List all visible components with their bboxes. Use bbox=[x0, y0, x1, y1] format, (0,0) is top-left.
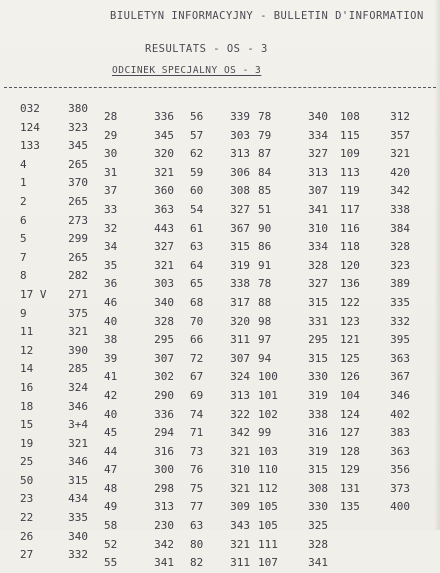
table-cell: 321 bbox=[68, 325, 88, 339]
table-cell: 315 bbox=[308, 295, 328, 309]
table-cell: 322 bbox=[230, 407, 250, 421]
table-cell: 315 bbox=[308, 351, 328, 365]
table-cell: 135 bbox=[340, 500, 360, 514]
table-cell: 328 bbox=[308, 537, 328, 551]
table-cell: 86 bbox=[258, 240, 272, 254]
table-cell: 298 bbox=[154, 481, 174, 495]
table-cell: 265 bbox=[68, 250, 88, 264]
table-cell: 50 bbox=[20, 473, 34, 487]
table-cell: 345 bbox=[68, 139, 88, 153]
table-cell: 64 bbox=[190, 258, 204, 272]
table-cell: 1 bbox=[20, 176, 27, 190]
table-cell: 400 bbox=[390, 500, 410, 514]
table-cell: 44 bbox=[104, 444, 118, 458]
table-cell: 295 bbox=[308, 333, 328, 347]
table-cell: 313 bbox=[230, 388, 250, 402]
table-cell: 104 bbox=[340, 388, 360, 402]
table-cell: 319 bbox=[308, 388, 328, 402]
table-cell: 63 bbox=[190, 240, 204, 254]
column-times-1 bbox=[58, 100, 88, 565]
table-cell: 63 bbox=[190, 519, 204, 533]
table-cell: 29 bbox=[104, 128, 118, 142]
table-cell: 127 bbox=[340, 426, 360, 440]
table-cell: 315 bbox=[308, 463, 328, 477]
table-cell: 16 bbox=[20, 380, 34, 394]
table-cell: 311 bbox=[230, 333, 250, 347]
table-cell bbox=[382, 554, 410, 573]
table-cell: 294 bbox=[154, 426, 174, 440]
table-cell: 312 bbox=[390, 110, 410, 123]
table-cell: 101 bbox=[258, 388, 278, 402]
table-cell: 40 bbox=[104, 407, 118, 421]
table-cell: 345 bbox=[154, 128, 174, 142]
table-cell: 100 bbox=[258, 370, 278, 384]
table-cell: 74 bbox=[190, 407, 204, 421]
table-cell: 342 bbox=[390, 184, 410, 198]
table-cell: 70 bbox=[190, 314, 204, 328]
table-cell: 320 bbox=[154, 147, 174, 161]
table-cell: 338 bbox=[390, 202, 410, 216]
column-times-3 bbox=[222, 108, 250, 573]
table-cell: 110 bbox=[258, 463, 278, 477]
table-cell: 11 bbox=[20, 325, 34, 339]
table-cell: 332 bbox=[68, 548, 88, 562]
table-cell: 321 bbox=[154, 258, 174, 272]
table-cell: 136 bbox=[340, 277, 360, 291]
table-cell: 341 bbox=[154, 556, 174, 570]
table-cell: 335 bbox=[68, 511, 88, 525]
table-cell: 120 bbox=[340, 258, 360, 272]
table-cell: 338 bbox=[230, 277, 250, 291]
table-cell: 9 bbox=[20, 306, 27, 320]
table-cell: 265 bbox=[68, 157, 88, 171]
table-cell: 336 bbox=[154, 110, 174, 123]
table-cell: 39 bbox=[104, 351, 118, 365]
column-start-numbers-4 bbox=[258, 108, 280, 573]
column-start-numbers-5 bbox=[340, 108, 362, 573]
table-cell: 384 bbox=[390, 221, 410, 235]
table-cell: 271 bbox=[68, 287, 88, 301]
table-cell: 8 bbox=[20, 269, 27, 283]
table-cell: 108 bbox=[340, 110, 360, 123]
table-cell: 105 bbox=[258, 519, 278, 533]
table-cell: 321 bbox=[390, 147, 410, 161]
table-cell: 342 bbox=[230, 426, 250, 440]
table-cell: 282 bbox=[68, 269, 88, 283]
table-cell: 302 bbox=[154, 370, 174, 384]
table-cell: 356 bbox=[390, 463, 410, 477]
table-cell: 26 bbox=[20, 529, 34, 543]
table-cell: 325 bbox=[308, 519, 328, 533]
table-cell: 122 bbox=[340, 295, 360, 309]
table-cell: 390 bbox=[68, 343, 88, 357]
table-cell: 78 bbox=[258, 277, 272, 291]
table-cell: 17 V bbox=[20, 287, 47, 301]
table-cell: 290 bbox=[154, 388, 174, 402]
table-cell: 389 bbox=[390, 277, 410, 291]
table-cell: 60 bbox=[190, 184, 204, 198]
table-cell: 330 bbox=[308, 370, 328, 384]
table-cell: 340 bbox=[308, 110, 328, 123]
table-cell: 360 bbox=[154, 184, 174, 198]
table-cell: 30 bbox=[104, 147, 118, 161]
table-cell: 5 bbox=[20, 232, 27, 246]
table-cell: 91 bbox=[258, 258, 272, 272]
table-cell: 119 bbox=[340, 184, 360, 198]
table-cell: 363 bbox=[390, 351, 410, 365]
table-cell: 12 bbox=[20, 343, 34, 357]
table-cell: 52 bbox=[104, 537, 118, 551]
table-cell: 316 bbox=[308, 426, 328, 440]
table-cell: 32 bbox=[104, 221, 118, 235]
table-cell: 131 bbox=[340, 481, 360, 495]
table-cell: 103 bbox=[258, 444, 278, 458]
table-cell: 311 bbox=[230, 556, 250, 570]
table-cell: 310 bbox=[308, 221, 328, 235]
column-times-4 bbox=[300, 108, 328, 573]
table-cell: 328 bbox=[154, 314, 174, 328]
table-cell bbox=[340, 517, 362, 536]
table-cell: 303 bbox=[230, 128, 250, 142]
table-cell: 61 bbox=[190, 221, 204, 235]
table-cell: 80 bbox=[190, 537, 204, 551]
column-start-numbers-2 bbox=[104, 108, 128, 573]
table-cell: 299 bbox=[68, 232, 88, 246]
table-cell: 340 bbox=[68, 529, 88, 543]
table-cell: 88 bbox=[258, 295, 272, 309]
table-cell: 443 bbox=[154, 221, 174, 235]
table-cell: 230 bbox=[154, 519, 174, 533]
table-cell: 102 bbox=[258, 407, 278, 421]
table-cell: 99 bbox=[258, 426, 272, 440]
table-cell: 346 bbox=[390, 388, 410, 402]
bulletin-title: BIULETYN INFORMACYJNY - BULLETIN D'INFORMATION bbox=[110, 10, 424, 22]
table-cell: 51 bbox=[258, 202, 272, 216]
table-cell: 327 bbox=[308, 277, 328, 291]
table-cell: 94 bbox=[258, 351, 272, 365]
table-cell: 109 bbox=[340, 147, 360, 161]
table-cell: 367 bbox=[390, 370, 410, 384]
table-cell: 357 bbox=[390, 128, 410, 142]
table-cell: 41 bbox=[104, 370, 118, 384]
column-start-numbers-3 bbox=[190, 108, 212, 573]
table-cell: 3+4 bbox=[68, 418, 88, 432]
table-cell: 285 bbox=[68, 362, 88, 376]
table-cell: 126 bbox=[340, 370, 360, 384]
table-cell: 300 bbox=[154, 463, 174, 477]
table-cell: 40 bbox=[104, 314, 118, 328]
table-cell: 323 bbox=[68, 120, 88, 134]
table-cell: 321 bbox=[230, 444, 250, 458]
table-cell: 62 bbox=[190, 147, 204, 161]
table-cell: 75 bbox=[190, 481, 204, 495]
table-cell: 73 bbox=[190, 444, 204, 458]
table-cell: 38 bbox=[104, 333, 118, 347]
table-cell: 25 bbox=[20, 455, 34, 469]
table-cell: 113 bbox=[340, 165, 360, 179]
table-cell: 58 bbox=[104, 519, 118, 533]
table-cell: 57 bbox=[190, 128, 204, 142]
table-cell: 346 bbox=[68, 455, 88, 469]
table-cell: 72 bbox=[190, 351, 204, 365]
table-cell: 111 bbox=[258, 537, 278, 551]
table-cell: 373 bbox=[390, 481, 410, 495]
table-cell: 310 bbox=[230, 463, 250, 477]
table-cell: 380 bbox=[68, 102, 88, 115]
table-cell: 76 bbox=[190, 463, 204, 477]
table-cell: 117 bbox=[340, 202, 360, 216]
table-cell: 343 bbox=[230, 519, 250, 533]
table-cell: 69 bbox=[190, 388, 204, 402]
table-cell: 118 bbox=[340, 240, 360, 254]
table-cell: 85 bbox=[258, 184, 272, 198]
table-cell: 19 bbox=[20, 436, 34, 450]
table-cell: 125 bbox=[340, 351, 360, 365]
table-cell: 27 bbox=[20, 548, 34, 562]
table-cell: 59 bbox=[190, 165, 204, 179]
table-cell: 317 bbox=[230, 295, 250, 309]
table-cell: 346 bbox=[68, 399, 88, 413]
table-cell: 68 bbox=[190, 295, 204, 309]
table-cell: 402 bbox=[390, 407, 410, 421]
table-cell: 340 bbox=[154, 295, 174, 309]
table-cell: 124 bbox=[20, 120, 40, 134]
table-cell: 328 bbox=[390, 240, 410, 254]
table-cell: 71 bbox=[190, 426, 204, 440]
table-cell: 46 bbox=[104, 295, 118, 309]
table-cell: 327 bbox=[154, 240, 174, 254]
table-cell: 22 bbox=[20, 511, 34, 525]
table-cell: 327 bbox=[230, 202, 250, 216]
table-cell: 36 bbox=[104, 277, 118, 291]
table-cell: 330 bbox=[308, 500, 328, 514]
table-cell: 032 bbox=[20, 102, 40, 115]
table-cell: 128 bbox=[340, 444, 360, 458]
table-cell: 133 bbox=[20, 139, 40, 153]
table-cell: 295 bbox=[154, 333, 174, 347]
table-cell: 124 bbox=[340, 407, 360, 421]
table-cell: 321 bbox=[154, 165, 174, 179]
table-cell: 363 bbox=[390, 444, 410, 458]
column-times-2 bbox=[146, 108, 174, 573]
table-cell: 383 bbox=[390, 426, 410, 440]
table-cell: 319 bbox=[230, 258, 250, 272]
table-cell: 121 bbox=[340, 333, 360, 347]
table-cell: 307 bbox=[154, 351, 174, 365]
table-cell: 334 bbox=[308, 128, 328, 142]
table-cell: 123 bbox=[340, 314, 360, 328]
table-cell bbox=[382, 536, 410, 555]
table-cell: 395 bbox=[390, 333, 410, 347]
table-cell: 306 bbox=[230, 165, 250, 179]
table-cell: 56 bbox=[190, 110, 204, 123]
table-cell: 35 bbox=[104, 258, 118, 272]
table-cell: 2 bbox=[20, 194, 27, 208]
table-cell: 339 bbox=[230, 110, 250, 123]
table-cell: 375 bbox=[68, 306, 88, 320]
table-cell: 45 bbox=[104, 426, 118, 440]
table-cell: 307 bbox=[230, 351, 250, 365]
table-cell: 49 bbox=[104, 500, 118, 514]
table-cell: 313 bbox=[230, 147, 250, 161]
table-cell: 327 bbox=[308, 147, 328, 161]
table-cell: 42 bbox=[104, 388, 118, 402]
table-cell: 115 bbox=[340, 128, 360, 142]
table-cell: 331 bbox=[308, 314, 328, 328]
table-cell: 116 bbox=[340, 221, 360, 235]
table-cell: 334 bbox=[308, 240, 328, 254]
table-cell: 82 bbox=[190, 556, 204, 570]
table-cell: 363 bbox=[154, 202, 174, 216]
table-cell: 273 bbox=[68, 213, 88, 227]
table-cell: 319 bbox=[308, 444, 328, 458]
table-cell: 308 bbox=[230, 184, 250, 198]
table-cell: 105 bbox=[258, 500, 278, 514]
table-cell: 97 bbox=[258, 333, 272, 347]
table-cell: 37 bbox=[104, 184, 118, 198]
table-cell: 315 bbox=[230, 240, 250, 254]
table-cell: 31 bbox=[104, 165, 118, 179]
table-cell: 307 bbox=[308, 184, 328, 198]
table-cell: 15 bbox=[20, 418, 34, 432]
table-cell: 67 bbox=[190, 370, 204, 384]
table-cell: 315 bbox=[68, 473, 88, 487]
table-cell: 4 bbox=[20, 157, 27, 171]
table-cell: 370 bbox=[68, 176, 88, 190]
table-cell: 34 bbox=[104, 240, 118, 254]
table-cell: 18 bbox=[20, 399, 34, 413]
table-cell: 107 bbox=[258, 556, 278, 570]
table-cell: 335 bbox=[390, 295, 410, 309]
table-cell: 320 bbox=[230, 314, 250, 328]
table-cell: 309 bbox=[230, 500, 250, 514]
table-cell: 79 bbox=[258, 128, 272, 142]
table-cell: 7 bbox=[20, 250, 27, 264]
table-cell: 78 bbox=[258, 110, 272, 123]
table-cell: 66 bbox=[190, 333, 204, 347]
table-cell: 48 bbox=[104, 481, 118, 495]
table-cell: 98 bbox=[258, 314, 272, 328]
table-cell: 367 bbox=[230, 221, 250, 235]
table-cell: 129 bbox=[340, 463, 360, 477]
table-cell: 265 bbox=[68, 194, 88, 208]
table-cell: 90 bbox=[258, 221, 272, 235]
table-cell: 112 bbox=[258, 481, 278, 495]
table-cell: 342 bbox=[154, 537, 174, 551]
table-cell: 84 bbox=[258, 165, 272, 179]
table-cell: 323 bbox=[390, 258, 410, 272]
table-cell: 54 bbox=[190, 202, 204, 216]
table-cell: 321 bbox=[230, 537, 250, 551]
table-cell bbox=[382, 517, 410, 536]
table-cell: 308 bbox=[308, 481, 328, 495]
table-cell: 87 bbox=[258, 147, 272, 161]
table-cell: 328 bbox=[308, 258, 328, 272]
table-cell: 313 bbox=[154, 500, 174, 514]
table-cell: 316 bbox=[154, 444, 174, 458]
table-cell: 313 bbox=[308, 165, 328, 179]
table-cell: 14 bbox=[20, 362, 34, 376]
table-cell bbox=[340, 554, 362, 573]
table-cell: 341 bbox=[308, 556, 328, 570]
column-times-5 bbox=[382, 108, 410, 573]
table-cell: 341 bbox=[308, 202, 328, 216]
table-cell: 338 bbox=[308, 407, 328, 421]
table-cell: 77 bbox=[190, 500, 204, 514]
table-cell: 55 bbox=[104, 556, 118, 570]
table-cell bbox=[340, 536, 362, 555]
table-cell: 23 bbox=[20, 492, 34, 506]
table-cell: 324 bbox=[230, 370, 250, 384]
column-start-numbers-1 bbox=[20, 100, 50, 565]
table-cell: 33 bbox=[104, 202, 118, 216]
table-cell: 6 bbox=[20, 213, 27, 227]
results-subtitle: RESULTATS - OS - 3 bbox=[145, 43, 268, 55]
table-cell: 47 bbox=[104, 463, 118, 477]
table-cell: 420 bbox=[390, 165, 410, 179]
table-cell: 332 bbox=[390, 314, 410, 328]
table-cell: 336 bbox=[154, 407, 174, 421]
stage-title: ODCINEK SPECJALNY OS - 3 bbox=[112, 65, 262, 76]
table-cell: 65 bbox=[190, 277, 204, 291]
table-cell: 324 bbox=[68, 380, 88, 394]
table-cell: 321 bbox=[230, 481, 250, 495]
table-cell: 303 bbox=[154, 277, 174, 291]
table-cell: 321 bbox=[68, 436, 88, 450]
dashed-separator bbox=[4, 87, 436, 88]
table-cell: 434 bbox=[68, 492, 88, 506]
table-cell: 28 bbox=[104, 110, 118, 123]
scan-edge-shadow bbox=[434, 0, 440, 530]
